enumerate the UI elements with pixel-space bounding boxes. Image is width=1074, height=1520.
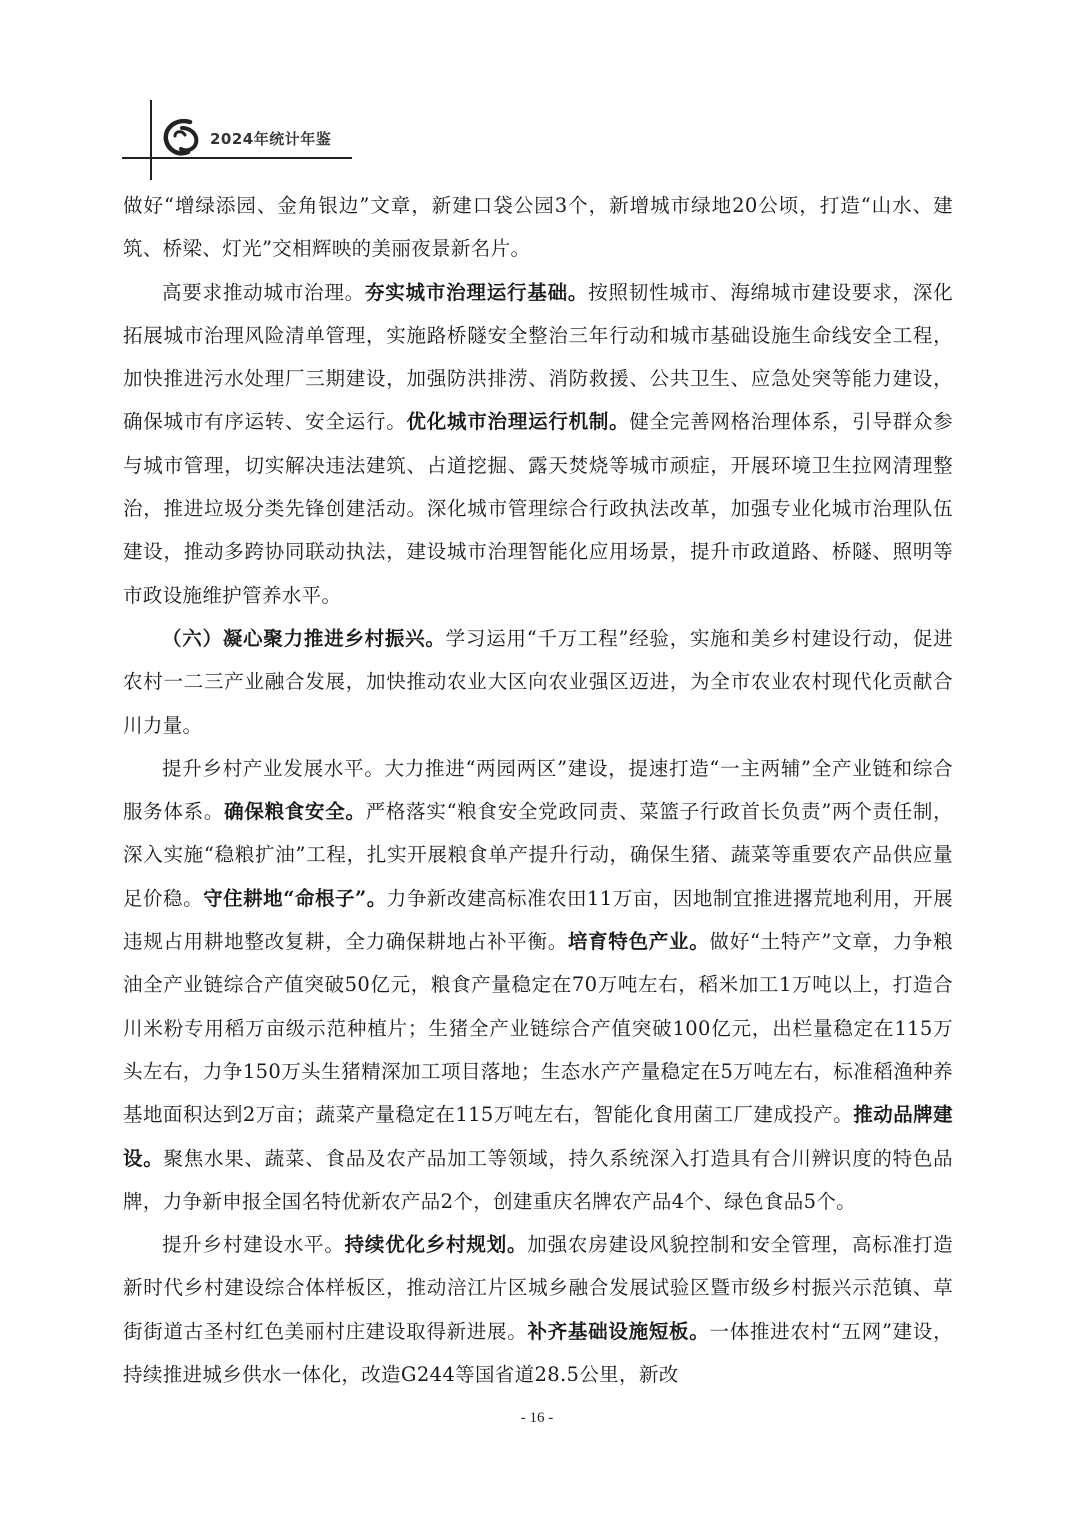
body-text: 提升乡村产业发展水平。大力推进“两园两区”建设，提速打造“一主两辅”全产业链和综合服务体系。 (123, 756, 953, 824)
header-horizontal-rule (122, 157, 352, 159)
body-text: 做好“增绿添园、金角银边”文章，新建口袋公园3个，新增城市绿地20公顷，打造“山水、建筑、桥梁、灯光”交相辉映的美丽夜景新名片。 (123, 194, 953, 261)
bold-heading-text: 确保粮食安全。 (224, 800, 366, 824)
body-text: 力争新改建高标准农田11万亩，因地制宜推进撂荒地利用，开展违规占用耕地整改复耕，全力确保耕地占补平衡。 (123, 886, 953, 954)
page-header (0, 0, 1074, 175)
header-title: 2024年统计年鉴 (210, 130, 332, 148)
paragraph (123, 1223, 953, 1396)
bold-heading-text: 守住耕地“命根子”。 (203, 886, 387, 910)
document-body (123, 184, 953, 1396)
body-text: 高要求推动城市治理。 (162, 280, 365, 304)
body-text: 健全完善网格治理体系，引导群众参与城市管理，切实解决违法建筑、占道挖掘、露天焚烧等城市顽症，开展环境卫生拉网清理整治，推进垃圾分类先锋创建活动。深化城市管理综合行政执法改革，加强专业化城市治理队伍建设，推动多跨协同联动执法，建设城市治理智能化应用场景，提升市政道路、桥隧、照明等市政设施维护管养水平。 (123, 410, 953, 607)
paragraph (123, 617, 953, 747)
body-text: 提升乡村建设水平。 (162, 1233, 345, 1257)
page-number: - 16 - (520, 1410, 554, 1426)
bold-heading-text: 夯实城市治理运行基础。 (364, 280, 589, 304)
bold-heading-text: 补齐基础设施短板。 (527, 1319, 710, 1343)
paragraph (123, 747, 953, 1223)
bold-heading-text: 优化城市治理运行机制。 (406, 410, 630, 434)
bold-heading-text: 推动品牌建设。 (123, 1103, 953, 1170)
paragraph (123, 271, 953, 617)
header-vertical-rule (150, 100, 152, 180)
body-text: 按照韧性城市、海绵城市建设要求，深化拓展城市治理风险清单管理，实施路桥隧安全整治三年行动和城市基础设施生命线安全工程，加快推进污水处理厂三期建设，加强防洪排涝、消防救援、公共卫生、应急处突等能力建设，确保城市有序运转、安全运行。 (123, 280, 953, 434)
body-text: 学习运用“千万工程”经验，实施和美乡村建设行动，促进农村一二三产业融合发展，加快推动农业大区向农业强区迈进，为全市农业农村现代化贡献合川力量。 (123, 626, 953, 737)
body-text: 做好“土特产”文章，力争粮油全产业链综合产值突破50亿元，粮食产量稳定在70万吨左右，稻米加工1万吨以上，打造合川米粉专用稻万亩级示范种植片；生猪全产业链综合产值突破100亿元，出栏量稳定在115万头左右，力争150万头生猪精深加工项目落地；生态水产产量稳定在5万吨左右，标准稻渔种养基地面积达到2万亩；蔬菜产量稳定在115万吨左右，智能化食用菌工厂建成投产。 (123, 930, 953, 1127)
body-text: 聚焦水果、蔬菜、食品及农产品加工等领域，持久系统深入打造具有合川辨识度的特色品牌，力争新申报全国名特优新农产品2个，创建重庆名牌农产品4个、绿色食品5个。 (123, 1146, 953, 1213)
bold-heading-text: 持续优化乡村规划。 (344, 1233, 528, 1257)
bold-heading-text: （六）凝心聚力推进乡村振兴。 (162, 626, 446, 650)
paragraph (123, 184, 953, 271)
bold-heading-text: 培育特色产业。 (567, 930, 710, 954)
statistics-logo-icon (160, 116, 204, 160)
body-text: 一体推进农村“五网”建设，持续推进城乡供水一体化，改造G244等国省道28.5公里，新改 (123, 1319, 953, 1387)
body-text: 严格落实“粮食安全党政同责、菜篮子行政首长负责”两个责任制，深入实施“稳粮扩油”工程，扎实开展粮食单产提升行动，确保生猪、蔬菜等重要农产品供应量足价稳。 (123, 800, 953, 910)
body-text: 加强农房建设风貌控制和安全管理，高标准打造新时代乡村建设综合体样板区，推动涪江片区城乡融合发展试验区暨市级乡村振兴示范镇、草街街道古圣村红色美丽村庄建设取得新进展。 (123, 1233, 953, 1343)
